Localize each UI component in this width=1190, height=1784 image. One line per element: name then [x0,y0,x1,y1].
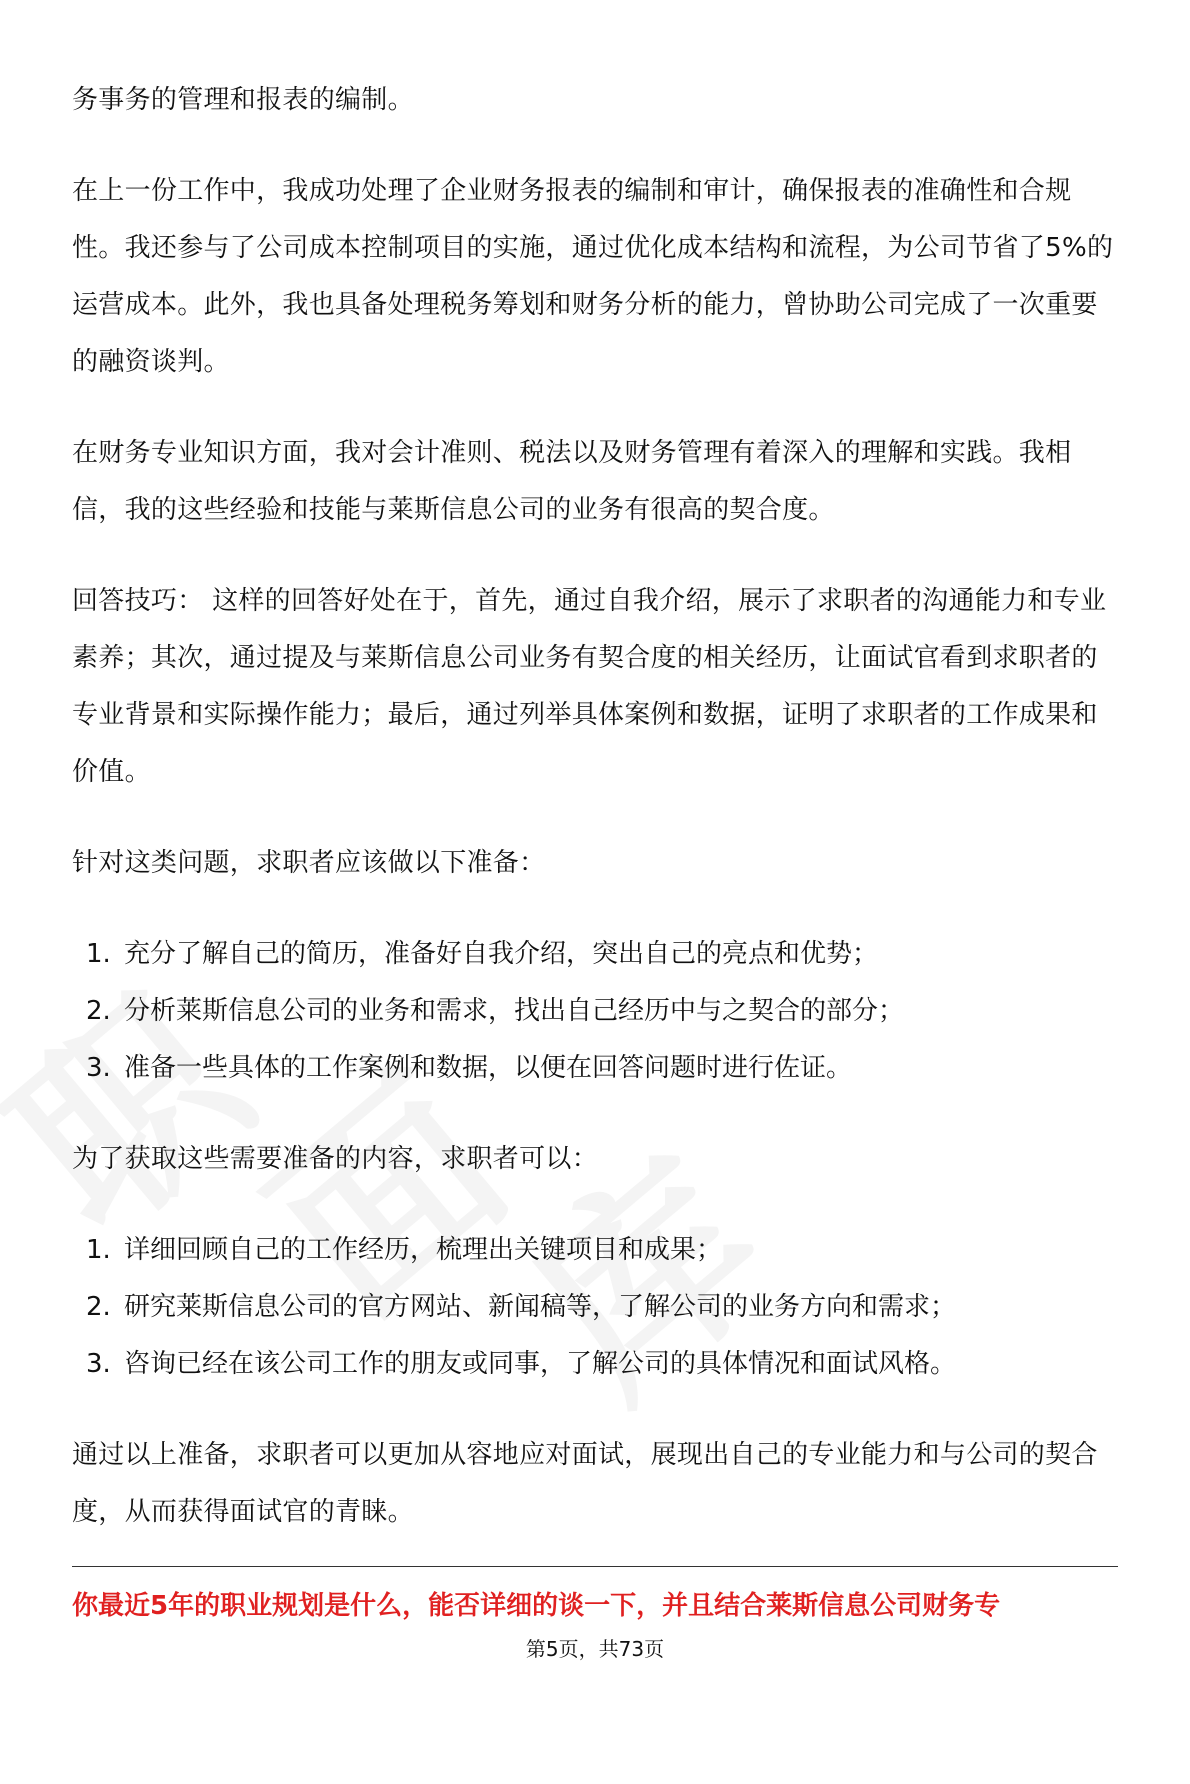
list-item [72,926,1118,983]
next-question-heading: 你最近5年的职业规划是什么，能否详细的谈一下，并且结合莱斯信息公司财务专 [72,1591,1001,1621]
list-item-text: 研究莱斯信息公司的官方网站、新闻稿等，了解公司的业务方向和需求； [124,1292,957,1322]
list-item [72,983,1118,1040]
list-item [72,1279,1118,1336]
gathering-list [72,1222,1118,1393]
list-item [72,1040,1118,1097]
paragraph: 在财务专业知识方面，我对会计准则、税法以及财务管理有着深入的理解和实践。我相信，我的这些经验和技能与莱斯信息公司的业务有很高的契合度。 [72,438,1072,525]
paragraph: 针对这类问题，求职者应该做以下准备： [72,848,546,878]
paragraph: 务事务的管理和报表的编制。 [72,85,414,115]
list-item-text: 准备一些具体的工作案例和数据，以便在回答问题时进行佐证。 [124,1053,853,1083]
list-item [72,1222,1118,1279]
list-number: 1. [86,939,111,969]
list-item-text: 充分了解自己的简历，准备好自我介绍，突出自己的亮点和优势； [124,939,879,969]
paragraph: 为了获取这些需要准备的内容，求职者可以： [72,1144,599,1174]
list-item-text: 详细回顾自己的工作经历，梳理出关键项目和成果； [124,1235,723,1265]
preparation-list [72,926,1118,1097]
list-number: 2. [86,1292,111,1322]
list-number: 3. [86,1053,111,1083]
list-number: 2. [86,996,111,1026]
list-item-text: 咨询已经在该公司工作的朋友或同事，了解公司的具体情况和面试风格。 [124,1349,957,1379]
list-number: 1. [86,1235,111,1265]
footer-divider [72,1566,1118,1567]
document-body [72,72,1118,1575]
paragraph: 通过以上准备，求职者可以更加从容地应对面试，展现出自己的专业能力和与公司的契合度，从而获得面试官的青睐。 [72,1440,1098,1527]
answer-tips-paragraph: 回答技巧： 这样的回答好处在于，首先，通过自我介绍，展示了求职者的沟通能力和专业素养；其次，通过提及与莱斯信息公司业务有契合度的相关经历，让面试官看到求职者的专业背景和实际操作能力；最后，通过列举具体案例和数据，证明了求职者的工作成果和价值。 [72,586,1107,787]
list-item [72,1336,1118,1393]
page-number: 第5页，共73页 [525,1637,665,1661]
list-item-text: 分析莱斯信息公司的业务和需求，找出自己经历中与之契合的部分； [124,996,905,1026]
paragraph: 在上一份工作中，我成功处理了企业财务报表的编制和审计，确保报表的准确性和合规性。我还参与了公司成本控制项目的实施，通过优化成本结构和流程，为公司节省了5%的运营成本。此外，我也具备处理税务筹划和财务分析的能力，曾协助公司完成了一次重要的融资谈判。 [72,176,1114,377]
list-number: 3. [86,1349,111,1379]
